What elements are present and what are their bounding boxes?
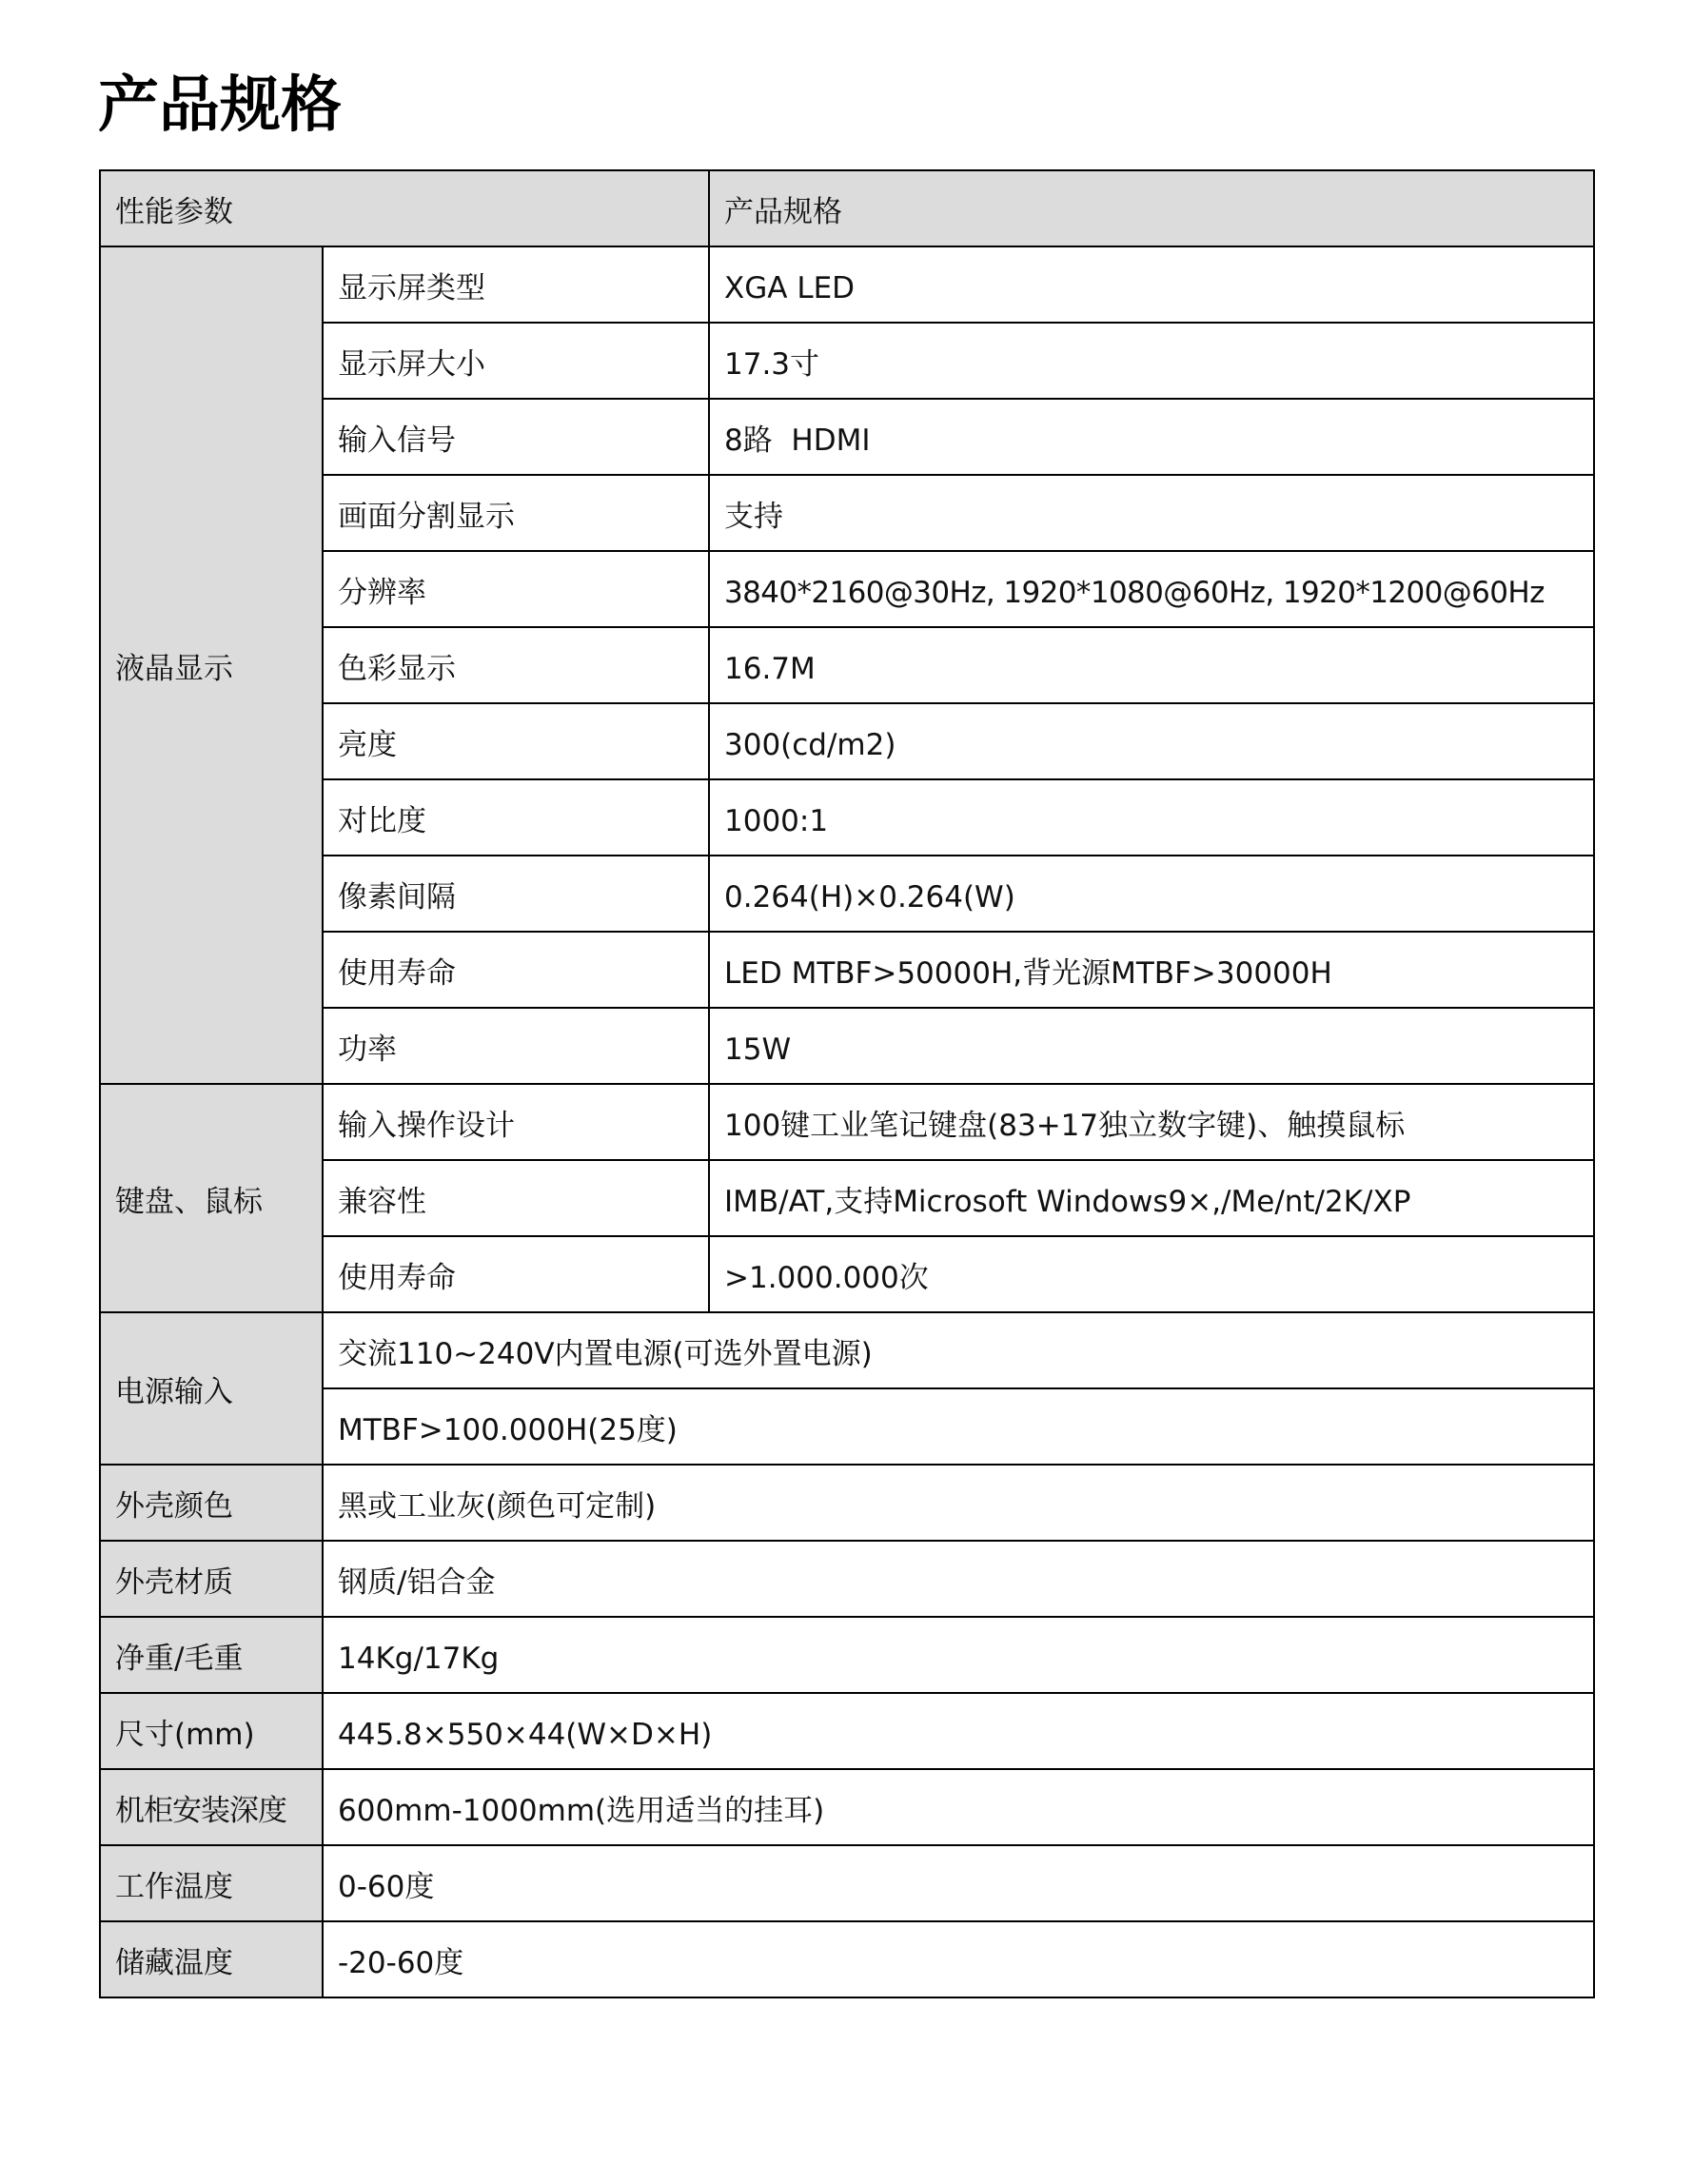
table-row	[100, 1236, 1594, 1312]
value-cell	[323, 1693, 1594, 1769]
row-label: 外壳颜色	[115, 1489, 233, 1524]
param-cell	[323, 932, 709, 1008]
header-spec-label: 产品规格	[724, 195, 842, 229]
table-row	[100, 1084, 1594, 1160]
param-cell	[323, 475, 709, 551]
table-row	[100, 399, 1594, 475]
table-row	[100, 1541, 1594, 1617]
value-cell	[709, 551, 1594, 627]
value-text: 1000:1	[724, 804, 829, 838]
value-cell	[709, 1084, 1594, 1160]
header-spec	[709, 170, 1594, 246]
spec-table	[99, 169, 1595, 1998]
param-cell	[323, 246, 709, 323]
value-cell	[709, 627, 1594, 703]
value-text: 100键工业笔记键盘(83+17独立数字键)、触摸鼠标	[724, 1109, 1406, 1143]
value-cell	[323, 1769, 1594, 1845]
table-row	[100, 1465, 1594, 1541]
value-text: 16.7M	[724, 652, 816, 686]
param-label: 使用寿命	[338, 956, 456, 991]
param-cell	[323, 703, 709, 779]
group-power-input	[100, 1312, 323, 1465]
value-cell	[709, 779, 1594, 856]
value-cell	[323, 1845, 1594, 1921]
param-label: 色彩显示	[338, 652, 456, 686]
value-cell	[709, 703, 1594, 779]
label-cell	[100, 1541, 323, 1617]
value-text: 交流110~240V内置电源(可选外置电源)	[338, 1337, 873, 1371]
param-cell	[323, 779, 709, 856]
row-label: 净重/毛重	[115, 1642, 244, 1676]
table-row	[100, 779, 1594, 856]
param-cell	[323, 1236, 709, 1312]
label-cell	[100, 1769, 323, 1845]
param-label: 亮度	[338, 728, 397, 762]
value-cell	[323, 1388, 1594, 1465]
value-text: 600mm-1000mm(选用适当的挂耳)	[338, 1794, 825, 1828]
table-row	[100, 323, 1594, 399]
group-label: 液晶显示	[115, 652, 233, 686]
value-text: 钢质/铝合金	[338, 1565, 496, 1600]
label-cell	[100, 1465, 323, 1541]
value-cell	[709, 1160, 1594, 1236]
param-label: 分辨率	[338, 576, 426, 610]
value-text: 黑或工业灰(颜色可定制)	[338, 1489, 657, 1524]
header-param-label: 性能参数	[115, 195, 233, 229]
table-row	[100, 475, 1594, 551]
table-row	[100, 246, 1594, 323]
param-label: 对比度	[338, 804, 426, 838]
param-cell	[323, 551, 709, 627]
row-label: 储藏温度	[115, 1946, 233, 1980]
table-row	[100, 1693, 1594, 1769]
param-label: 显示屏类型	[338, 271, 485, 305]
table-row	[100, 1921, 1594, 1997]
value-cell	[323, 1541, 1594, 1617]
table-row	[100, 856, 1594, 932]
label-cell	[100, 1693, 323, 1769]
value-cell	[709, 399, 1594, 475]
label-cell	[100, 1845, 323, 1921]
value-text: 8路 HDMI	[724, 423, 871, 458]
value-text: 3840*2160@30Hz, 1920*1080@60Hz, 1920*1200@60Hz	[724, 576, 1545, 610]
param-label: 兼容性	[338, 1185, 426, 1219]
value-cell	[323, 1921, 1594, 1997]
table-row	[100, 1312, 1594, 1388]
value-text: 0.264(H)×0.264(W)	[724, 880, 1015, 915]
param-label: 显示屏大小	[338, 347, 485, 382]
group-keyboard-mouse	[100, 1084, 323, 1312]
label-cell	[100, 1921, 323, 1997]
table-row	[100, 1008, 1594, 1084]
value-text: -20-60度	[338, 1946, 464, 1980]
param-cell	[323, 1008, 709, 1084]
param-label: 输入操作设计	[338, 1109, 515, 1143]
param-label: 像素间隔	[338, 880, 456, 915]
value-text: XGA LED	[724, 271, 856, 305]
value-cell	[709, 1236, 1594, 1312]
param-cell	[323, 856, 709, 932]
header-param	[100, 170, 709, 246]
param-label: 画面分割显示	[338, 500, 515, 534]
row-label: 外壳材质	[115, 1565, 233, 1600]
table-row	[100, 551, 1594, 627]
table-row	[100, 1160, 1594, 1236]
label-cell	[100, 1617, 323, 1693]
value-cell	[323, 1312, 1594, 1388]
table-row	[100, 703, 1594, 779]
value-cell	[709, 475, 1594, 551]
value-cell	[709, 246, 1594, 323]
value-cell	[709, 932, 1594, 1008]
row-label: 工作温度	[115, 1870, 233, 1904]
value-text: 17.3寸	[724, 347, 820, 382]
group-label: 电源输入	[115, 1375, 233, 1409]
value-cell	[709, 856, 1594, 932]
value-cell	[323, 1465, 1594, 1541]
table-row	[100, 627, 1594, 703]
value-text: MTBF>100.000H(25度)	[338, 1413, 678, 1447]
table-header-row	[100, 170, 1594, 246]
group-lcd	[100, 246, 323, 1084]
group-label: 键盘、鼠标	[115, 1185, 263, 1219]
row-label: 尺寸(mm)	[115, 1718, 255, 1752]
table-row	[100, 1845, 1594, 1921]
value-text: 0-60度	[338, 1870, 435, 1904]
param-cell	[323, 1084, 709, 1160]
value-text: 支持	[724, 500, 783, 534]
param-label: 输入信号	[338, 423, 456, 458]
value-text: >1.000.000次	[724, 1261, 929, 1295]
value-text: LED MTBF>50000H,背光源MTBF>30000H	[724, 956, 1332, 991]
table-row	[100, 1769, 1594, 1845]
value-text: 15W	[724, 1033, 792, 1067]
value-text: 14Kg/17Kg	[338, 1642, 500, 1676]
table-row	[100, 1617, 1594, 1693]
param-label: 功率	[338, 1033, 397, 1067]
param-cell	[323, 399, 709, 475]
value-cell	[323, 1617, 1594, 1693]
table-row	[100, 932, 1594, 1008]
param-cell	[323, 323, 709, 399]
param-label: 使用寿命	[338, 1261, 456, 1295]
table-row	[100, 1388, 1594, 1465]
page-title: 产品规格	[98, 70, 342, 141]
row-label: 机柜安装深度	[115, 1794, 286, 1828]
value-cell	[709, 323, 1594, 399]
value-text: IMB/AT,支持Microsoft Windows9×,/Me/nt/2K/XP	[724, 1185, 1411, 1219]
param-cell	[323, 1160, 709, 1236]
value-text: 300(cd/m2)	[724, 728, 896, 762]
value-cell	[709, 1008, 1594, 1084]
value-text: 445.8×550×44(W×D×H)	[338, 1718, 713, 1752]
param-cell	[323, 627, 709, 703]
